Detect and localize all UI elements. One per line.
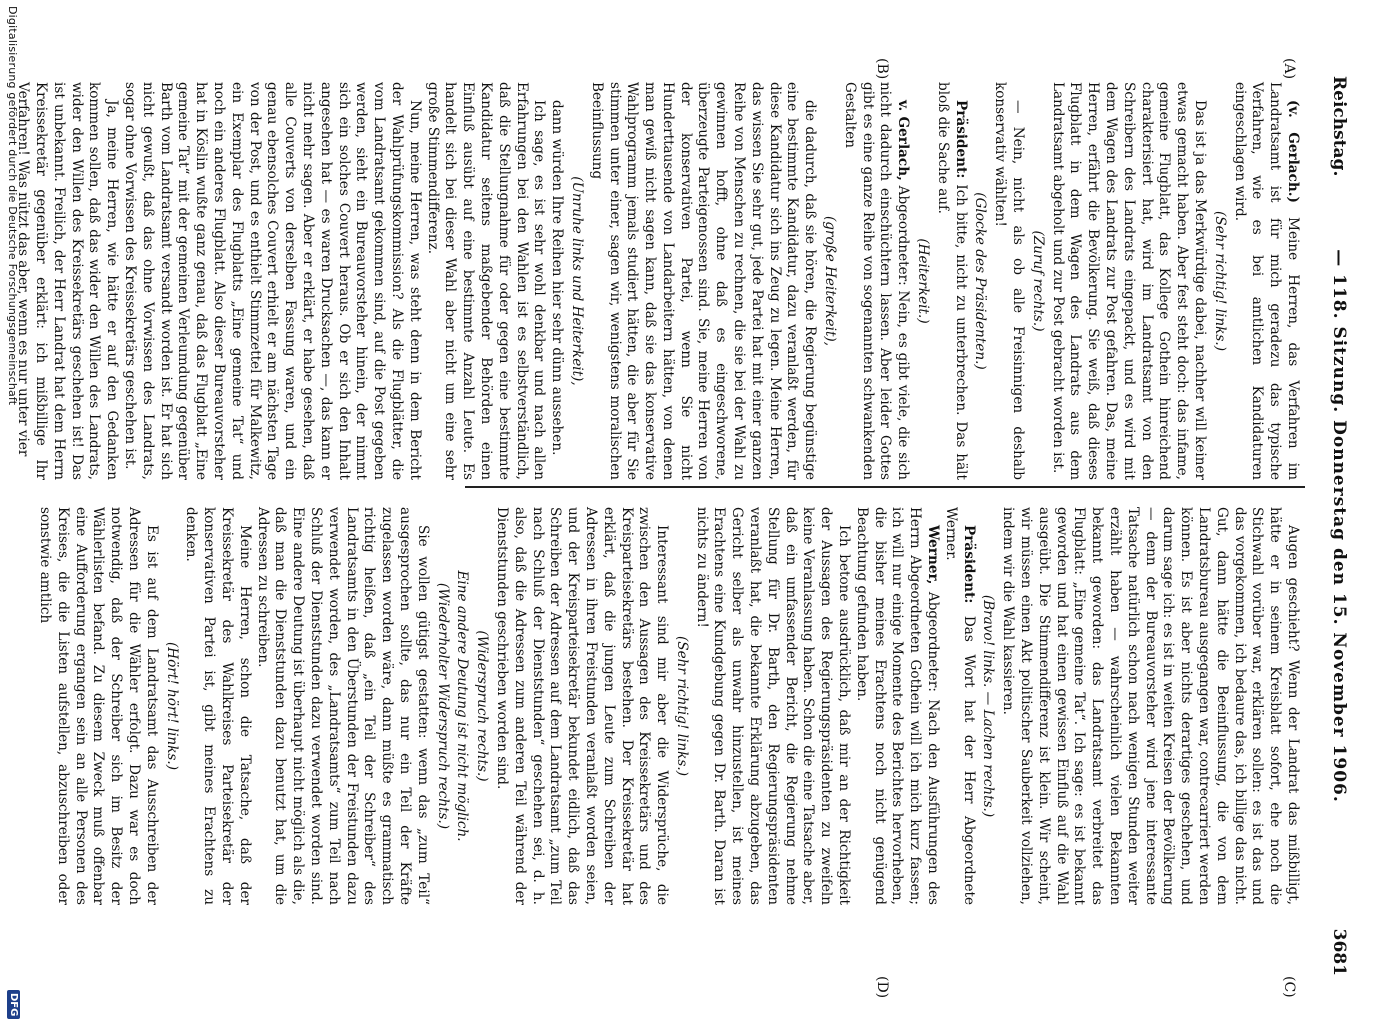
paragraph	[990, 82, 1026, 480]
stage-direction: (Sehr richtig! links.)	[1211, 210, 1228, 352]
paragraph	[587, 82, 818, 480]
stage-direction: (Zuruf rechts.)	[1029, 230, 1046, 332]
stage-direction: (Sehr richtig! links.)	[673, 635, 690, 777]
paragraph	[998, 507, 1301, 905]
speaker-name: (v. Gerlach.)	[1285, 100, 1301, 203]
speaker-name: Werner,	[925, 525, 942, 585]
paragraph-text: Das Wort hat der Herr Abgeordnete Werner.	[942, 507, 977, 905]
paragraph	[547, 82, 565, 480]
stage-direction: Eine andere Deutung ist nicht möglich.	[454, 570, 471, 842]
paragraph-text: Abgeordneter: Nein, es gibt viele, die sich nicht dadurch einschüchtern lassen. Aber leider Gottes gibt es eine ganze Reihe von sogenannten schwankenden Gestalten	[841, 82, 912, 480]
paragraph	[423, 82, 548, 480]
paragraph	[120, 82, 423, 480]
stage-direction: (Widerspruch rechts.)	[474, 630, 491, 782]
page-header	[1323, 76, 1353, 976]
paragraph	[941, 507, 977, 905]
left-column	[15, 82, 1301, 480]
stage-direction: (Unruhe links und Heiterkeit),	[568, 176, 585, 386]
paragraph-text: die dadurch, daß sie hören, die Regierung begünstige eine bestimmte Kandidatur, dazu veranlaßt werden, für diese Kandidatur sich ins Zeug zu legen. Meine Herren, das wissen Sie sehr gut, jede Partei hat mit einer ganzen Reihe von Menschen zu rechnen, die sie bei der Wahl zu gewinnen hofft, ohne daß es eingeschworene, überzeugte Parteigenossen sind. Sie, meine Herren von der konservativen Partei, wenn Sie nicht Hunderttausende von Landarbeitern hätten, von denen man gewiß nicht sagen kann, daß sie das konservative Wahlprogramm jemals studiert hätten, die aber für Sie stimmen unter einer, sagen wir, wenigstens moralischen Beeinflussung	[588, 82, 819, 480]
paragraph-text: Nun, meine Herren, was steht denn in dem Bericht der Wahlprüfungskommission? Als die Flugblätter, die vom Landratsamt gekommen sind, auf die Post gegeben werden, sieht ein Bureauvorsteher hinein, der nimmt sich ein solches Couvert heraus. Ob er sich den Inhalt angesehen hat — es waren Drucksachen —, das kann er nicht mehr sagen. Aber er erklärt, er habe gesehen, daß alle Couverts von derselben Fassung waren, und ein genau ebensolches Couvert erhielt er am nächsten Tage von der Post, und es enthielt Stimmzettel für Malkewitz, ein Exemplar des Flugblatts „Eine gemeine Tat“ und noch ein anderes Flugblatt. Also dieser Bureauvorsteher hat in Köslin wußte ganz genau, daß das Flugblatt „Eine gemeine Tat“ mit der gemeinen Verleumdung gegenüber Barth vom Landratsamt versandt worden ist. Er hat sich nicht gewußt, daß das ohne Vorwissen des Landrats, sogar ohne Vorwissen des Kreissekretärs geschehen ist.	[122, 82, 423, 480]
speaker-name: Präsident:	[960, 525, 977, 604]
paragraph-text: dann würden Ihre Reihen hier sehr dünn aussehen.	[549, 100, 566, 456]
margin-marker-b: (B)	[874, 58, 890, 80]
paragraph	[253, 507, 431, 905]
speaker-name: Präsident:	[952, 100, 969, 179]
margin-marker-a: (A)	[1281, 58, 1297, 80]
paragraph	[182, 507, 253, 905]
paragraph-text: Ich betone ausdrücklich, daß mir an der Richtigkeit der Aussagen des Regierungspräsidenten zu zweifeln keine Veranlassung haben. Schon die eine Tatsache aber, daß ein umfassender Bericht, die Regierung nehme Stellung für Dr. Barth, den Regierungspräsidenten veranlaßt hat, die bekannte Erklärung abzugeben, das Gericht selber als unwahr hinzustellen, ist meines Erachtens eine Kundgebung gegen Dr. Barth. Daran ist nichts zu ändern!	[693, 507, 853, 905]
paragraph-text: Interessant sind mir aber die Widersprüche, die zwischen den Aussagen des Kreissekretärs und des Kreisparteisekretärs bestehen. Der Kreissekretär hat erklärt, daß die jungen Leute zum Schreiben der Adressen in ihren Freistunden veranlaßt worden seien, und der Kreisparteisekretär bekundet eidlich, daß das Schreiben der Adressen auf dem Landratsamt „zum Teil nach Schluß der Dienststunden“ geschehen sei, d. h. also, daß die Adressen zum anderen Teil während der Dienststunden geschrieben worden sind.	[493, 507, 671, 905]
paragraph-text: Abgeordneter: Nach den Ausführungen des Herrn Abgeordneten Gothein will ich mich kurz fassen; ich will nur einige Momente des Berichtes hervorheben, die bisher meines Erachtens noch nicht genügend Beachtung gefunden haben.	[853, 507, 942, 906]
paragraph	[1230, 82, 1301, 480]
paragraph	[492, 507, 670, 905]
column-divider	[465, 486, 1305, 488]
paragraph-text: Sie wollen gütigst gestatten: wenn das „zum Teil“ ausgesprochen sollte, das nur ein Teil der Kräfte zugelassen worden wäre, dann müßte es grammatisch richtig heißen, daß „ein Teil der Schreiber“ des Landratsamts in den Überstunden der Freistunden dazu verwendet worden, des „Landratsamts“ zum Teil nach Schluß der Dienststunden dazu verwendet worden sind. Eine andere Deutung ist überhaupt nicht möglich als die, daß man die Dienststunden dazu benutzt hat, um die Adressen zu schreiben.	[254, 507, 431, 905]
stage-direction: (Bravo! links. — Lachen rechts.)	[980, 594, 997, 818]
dfg-logo-icon: DFG	[7, 990, 21, 1019]
stage-direction: (große Heiterkeit),	[822, 215, 839, 347]
footer-text: Digitalisierung gefördert durch die Deutsche Forschungsgemeinschaft	[6, 6, 19, 406]
stage-direction: (Glocke des Präsidenten.)	[972, 192, 989, 370]
header-center: — 118. Sitzung. Donnerstag den 15. November 1906.	[1329, 249, 1349, 803]
paragraph	[692, 507, 852, 905]
stage-direction: (Hört! hört! links.)	[163, 641, 180, 771]
margin-marker-d: (D)	[874, 976, 890, 999]
paragraph-text: Ich bitte, nicht zu unterbrechen. Das hält bloß die Sache auf.	[934, 82, 969, 480]
paragraph-text: Meine Herren, das Verfahren im Landratsamt ist für mich geradezu das typische Verfahren, wie es bei amtlichen Kandidaturen eingeschlagen wird.	[1231, 82, 1301, 480]
paragraph-text: Es ist auf dem Landratsamt das Ausschreiben der Adressen für die Wähler erfolgt. Dazu war es doch notwendig, daß der Schreiber sich im Besitz der Wählerlisten befand. Zu diesem Zweck muß offenbar eine Aufforderung ergangen sein an alle Personen des Kreises, die die Listen aufstellen, abzuschreiben oder sonstwie amtlich	[37, 507, 160, 905]
paragraph-text: Augen geschieht? Wenn der Landrat das mißbilligt, hätte er in seinem Kreisblatt sofort, ehe noch die Stichwahl vorüber war, erklären sollen: es ist das und das vorgekommen, ich bedaure das, ich billige das nicht. Gut, dann hätte die Beeinflussung, die von dem Landratsbureau ausgegangen war, contrecarriert werden können. Es ist aber nichts derartiges geschehen, und darum sage ich: es ist in weiten Kreisen der Bevölkerung — denn der Bureauvorsteher wird jene interessante Tatsache natürlich schon nach wenigen Stunden weiter erzählt haben — wahrscheinlich vielen Bekannten bekannt geworden: das Landratsamt verbreitet das Flugblatt: „Eine gemeine Tat“. Ich sage: es ist bekannt geworden und hat einen gewissen Einfluß auf die Wahl ausgeübt. Die Stimmendifferenz ist klein. Wir scheint, wir müssen einen Akt politischer Sauberkeit vollziehen, indem wir die Wahl kassieren.	[1000, 507, 1301, 905]
paragraph	[933, 82, 969, 480]
paragraph-text: Ja, meine Herren, wie hätte er auf den Gedanken kommen sollen, daß das wider den Willen des Landrats, wider den Willen des Kreissekretärs geschehen ist! Das ist unbekannt. Freilich, der Herr Landrat hat dem Herrn Kreissekretär gegenüber erklärt: ich mißbillige Ihr Verfahren! Was nützt das aber, wenn es nur unter vier	[15, 82, 121, 480]
paragraph	[35, 507, 160, 905]
paragraph	[852, 507, 941, 905]
paragraph-text: — Nein, nicht als ob alle Freisinnigen deshalb konservativ wählten!	[992, 82, 1027, 480]
paragraph-text: Das ist ja das Merkwürdige dabei, nachher will keiner etwas gemacht haben. Aber fest steht doch: das infame, gemeine Flugblatt, das Kollege Gothein hinreichend charakterisiert hat, wird im Landratsamt von den Schreibern des Landrats eingepackt, und es wird mit dem Wagen des Landrats zur Post gefahren. Das, meine Herren, erfährt die Bevölkerung. Sie weiß, daß dieses Flugblatt in dem Wagen des Landrats aus dem Landratsamt abgeholt und zur Post gebracht worden ist.	[1049, 82, 1209, 480]
margin-marker-c: (C)	[1281, 976, 1297, 998]
page-number: 3681	[1329, 928, 1349, 976]
right-column	[37, 507, 1301, 906]
paragraph	[13, 82, 120, 480]
stage-direction: (Heiterkeit.)	[915, 238, 932, 324]
speaker-name: v. Gerlach,	[895, 100, 912, 181]
paragraph	[840, 82, 911, 480]
paragraph-text: Meine Herren, schon die Tatsache, daß der Kreissekretär des Wahlkreises Parteisekretär der konservativen Partei ist, gibt meines Erachtens zu denken.	[183, 507, 253, 905]
paragraph-text: Ich sage, es ist sehr wohl denkbar und nach allen Erfahrungen bei den Wahlen ist es selbstverständlich, daß die Stellungnahme für oder gegen eine bestimmte Kandidatur seitens maßgebender Behörden einen Einfluß ausübt auf eine bestimmte Anzahl Leute. Es handelt sich bei dieser Wahl aber nicht um eine sehr große Stimmendifferenz.	[424, 82, 548, 480]
paragraph	[1048, 82, 1208, 480]
stage-direction: (Wiederholter Widerspruch rechts.)	[434, 582, 451, 830]
header-left: Reichstag.	[1329, 76, 1349, 177]
